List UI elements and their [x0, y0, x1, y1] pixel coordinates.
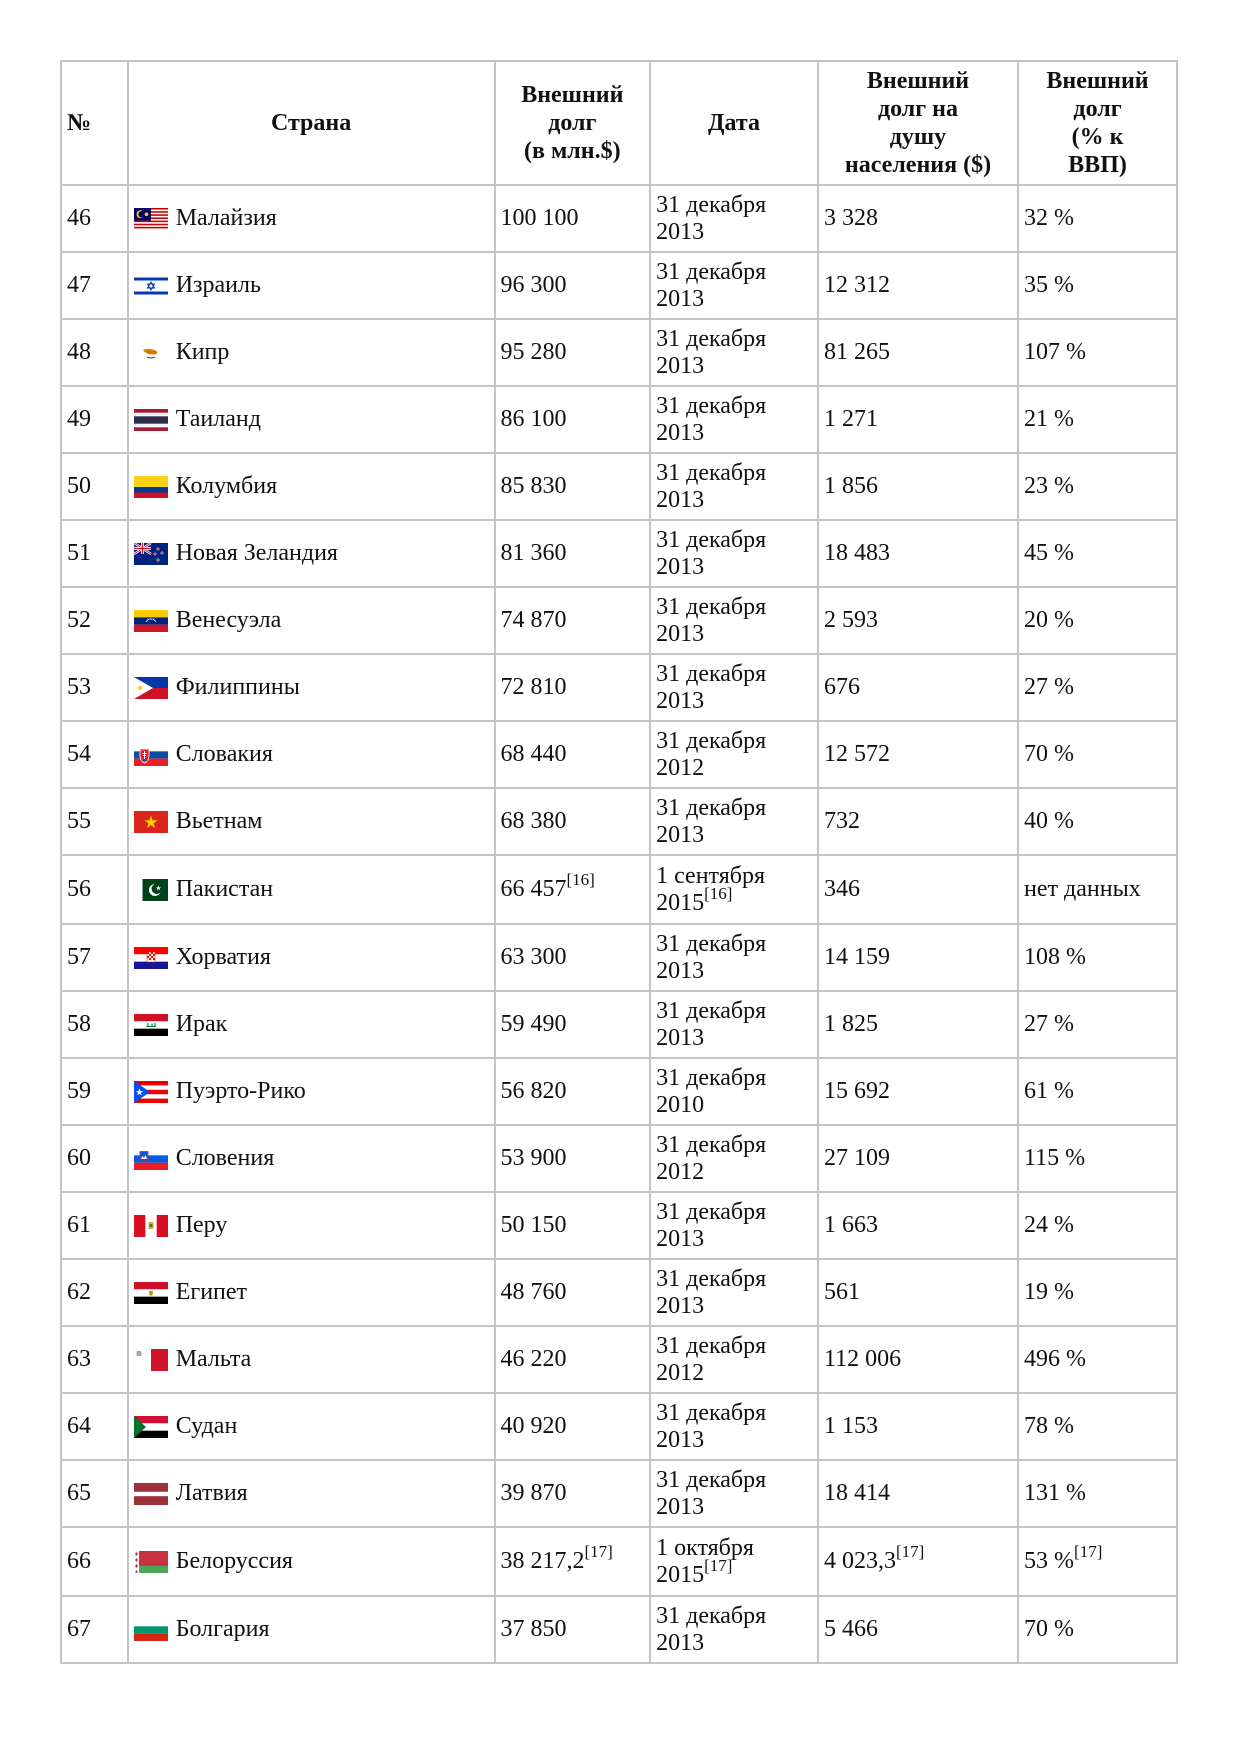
debt-value: 59 490 — [496, 992, 652, 1059]
row-num: 52 — [62, 588, 129, 655]
row-num: 61 — [62, 1193, 129, 1260]
table-row — [62, 588, 1178, 655]
date-cell: 31 декабря 2013 — [651, 655, 819, 722]
country-name[interactable]: Филиппины — [175, 674, 300, 700]
row-num: 57 — [62, 925, 129, 992]
debt-value: 46 220 — [496, 1327, 652, 1394]
per-capita-value: 5 466 — [819, 1597, 1019, 1664]
row-num: 59 — [62, 1059, 129, 1126]
row-num: 46 — [62, 186, 129, 253]
gdp-percent-value: 61 % — [1019, 1059, 1178, 1126]
footnote-ref[interactable]: [17] — [1074, 1542, 1103, 1561]
gdp-percent-value: 108 % — [1019, 925, 1178, 992]
gdp-percent-value: 78 % — [1019, 1394, 1178, 1461]
country-cell — [129, 1327, 496, 1394]
philippines-flag-icon — [134, 677, 168, 699]
debt-value: 66 457[16] — [496, 856, 652, 925]
gdp-percent-value: 27 % — [1019, 655, 1178, 722]
gdp-percent-value: нет данных — [1019, 856, 1178, 925]
debt-value: 81 360 — [496, 521, 652, 588]
row-num: 48 — [62, 320, 129, 387]
debt-value: 72 810 — [496, 655, 652, 722]
debt-value: 40 920 — [496, 1394, 652, 1461]
date-cell: 31 декабря 2013 — [651, 521, 819, 588]
country-cell — [129, 320, 496, 387]
row-num: 54 — [62, 722, 129, 789]
row-num: 64 — [62, 1394, 129, 1461]
date-cell: 31 декабря 2013 — [651, 925, 819, 992]
cyprus-flag-icon — [134, 342, 168, 364]
bulgaria-flag-icon — [134, 1619, 168, 1641]
thailand-flag-icon — [134, 409, 168, 431]
israel-flag-icon — [134, 275, 168, 297]
row-num: 62 — [62, 1260, 129, 1327]
per-capita-value: 1 153 — [819, 1394, 1019, 1461]
row-num: 47 — [62, 253, 129, 320]
table-row — [62, 1597, 1178, 1664]
per-capita-value: 676 — [819, 655, 1019, 722]
country-cell — [129, 925, 496, 992]
date-cell: 31 декабря 2013 — [651, 1597, 819, 1664]
row-num: 66 — [62, 1528, 129, 1597]
peru-flag-icon — [134, 1215, 168, 1237]
debt-value: 100 100 — [496, 186, 652, 253]
country-name[interactable]: Латвия — [175, 1480, 248, 1506]
gdp-percent-value: 23 % — [1019, 454, 1178, 521]
country-cell — [129, 992, 496, 1059]
gdp-percent-value: 131 % — [1019, 1461, 1178, 1528]
date-cell: 1 октября 2015[17] — [651, 1528, 819, 1597]
row-num: 55 — [62, 789, 129, 856]
debt-value: 86 100 — [496, 387, 652, 454]
country-cell — [129, 655, 496, 722]
header-row — [62, 62, 1178, 186]
new-zealand-flag-icon — [134, 543, 168, 565]
per-capita-value: 12 572 — [819, 722, 1019, 789]
gdp-percent-value: 35 % — [1019, 253, 1178, 320]
puerto-rico-flag-icon — [134, 1081, 168, 1103]
country-name[interactable]: Пакистан — [175, 876, 274, 902]
slovenia-flag-icon — [134, 1148, 168, 1170]
country-name[interactable]: Хорватия — [175, 944, 271, 970]
country-name[interactable]: Малайзия — [175, 205, 277, 231]
date-cell: 31 декабря 2013 — [651, 387, 819, 454]
header-gdp: Внешний долг (% к ВВП) — [1019, 62, 1178, 186]
row-num: 50 — [62, 454, 129, 521]
row-num: 58 — [62, 992, 129, 1059]
malta-flag-icon — [134, 1349, 168, 1371]
country-cell — [129, 1260, 496, 1327]
table-row — [62, 1059, 1178, 1126]
per-capita-value: 2 593 — [819, 588, 1019, 655]
gdp-percent-value: 20 % — [1019, 588, 1178, 655]
table-row — [62, 1528, 1178, 1597]
country-name[interactable]: Египет — [175, 1279, 248, 1305]
per-capita-value: 15 692 — [819, 1059, 1019, 1126]
row-num: 51 — [62, 521, 129, 588]
footnote-ref[interactable]: [17] — [584, 1542, 613, 1561]
per-capita-value: 14 159 — [819, 925, 1019, 992]
country-name[interactable]: Вьетнам — [175, 808, 263, 834]
country-name[interactable]: Болгария — [175, 1616, 270, 1642]
table-row — [62, 856, 1178, 925]
gdp-percent-value: 53 %[17] — [1019, 1528, 1178, 1597]
debt-value: 96 300 — [496, 253, 652, 320]
row-num: 49 — [62, 387, 129, 454]
date-cell: 31 декабря 2012 — [651, 1126, 819, 1193]
per-capita-value: 1 271 — [819, 387, 1019, 454]
vietnam-flag-icon — [134, 811, 168, 833]
country-name[interactable]: Пуэрто-Рико — [175, 1078, 306, 1104]
gdp-percent-value: 70 % — [1019, 1597, 1178, 1664]
header-date: Дата — [651, 62, 819, 186]
country-name[interactable]: Ирак — [175, 1011, 228, 1037]
debt-value: 38 217,2[17] — [496, 1528, 652, 1597]
slovakia-flag-icon — [134, 744, 168, 766]
row-num: 63 — [62, 1327, 129, 1394]
gdp-percent-value: 70 % — [1019, 722, 1178, 789]
country-name[interactable]: Таиланд — [175, 406, 261, 432]
country-name[interactable]: Колумбия — [175, 473, 278, 499]
gdp-percent-value: 19 % — [1019, 1260, 1178, 1327]
debt-value: 56 820 — [496, 1059, 652, 1126]
country-cell — [129, 789, 496, 856]
footnote-ref[interactable]: [16] — [704, 883, 733, 903]
per-capita-value: 81 265 — [819, 320, 1019, 387]
per-capita-value: 1 825 — [819, 992, 1019, 1059]
table-row — [62, 1260, 1178, 1327]
table-row — [62, 1461, 1178, 1528]
date-cell: 31 декабря 2013 — [651, 1394, 819, 1461]
footnote-ref[interactable]: [16] — [566, 870, 595, 889]
gdp-percent-value: 496 % — [1019, 1327, 1178, 1394]
venezuela-flag-icon — [134, 610, 168, 632]
country-cell — [129, 1126, 496, 1193]
country-cell — [129, 588, 496, 655]
per-capita-value: 1 663 — [819, 1193, 1019, 1260]
per-capita-value: 112 006 — [819, 1327, 1019, 1394]
table-row — [62, 253, 1178, 320]
row-num: 67 — [62, 1597, 129, 1664]
croatia-flag-icon — [134, 947, 168, 969]
table-row — [62, 186, 1178, 253]
table-body — [62, 186, 1178, 1664]
footnote-ref[interactable]: [17] — [895, 1542, 925, 1561]
country-cell — [129, 1528, 496, 1597]
header-per-capita: Внешний долг на душу населения ($) — [819, 62, 1019, 186]
row-num: 53 — [62, 655, 129, 722]
table-row — [62, 1394, 1178, 1461]
gdp-percent-value: 32 % — [1019, 186, 1178, 253]
date-cell: 31 декабря 2012 — [651, 722, 819, 789]
gdp-percent-value: 107 % — [1019, 320, 1178, 387]
table-row — [62, 722, 1178, 789]
egypt-flag-icon — [134, 1282, 168, 1304]
colombia-flag-icon — [134, 476, 168, 498]
country-name[interactable]: Кипр — [175, 339, 230, 365]
table-row — [62, 521, 1178, 588]
date-cell: 31 декабря 2013 — [651, 320, 819, 387]
header-debt: Внешний долг (в млн.$) — [496, 62, 652, 186]
country-name[interactable]: Израиль — [175, 272, 261, 298]
footnote-ref[interactable]: [17] — [704, 1555, 733, 1575]
date-cell: 31 декабря 2010 — [651, 1059, 819, 1126]
country-name[interactable]: Белоруссия — [175, 1548, 293, 1574]
iraq-flag-icon — [134, 1014, 168, 1036]
date-cell: 31 декабря 2012 — [651, 1327, 819, 1394]
gdp-percent-value: 24 % — [1019, 1193, 1178, 1260]
external-debt-table — [60, 60, 1178, 1664]
date-cell: 31 декабря 2013 — [651, 1260, 819, 1327]
date-cell: 31 декабря 2013 — [651, 588, 819, 655]
gdp-percent-value: 27 % — [1019, 992, 1178, 1059]
debt-value: 48 760 — [496, 1260, 652, 1327]
per-capita-value: 27 109 — [819, 1126, 1019, 1193]
per-capita-value: 12 312 — [819, 253, 1019, 320]
country-cell — [129, 253, 496, 320]
header-num: № — [62, 62, 129, 186]
per-capita-value: 3 328 — [819, 186, 1019, 253]
table-row — [62, 925, 1178, 992]
gdp-percent-value: 40 % — [1019, 789, 1178, 856]
country-name[interactable]: Венесуэла — [175, 607, 282, 633]
debt-value: 50 150 — [496, 1193, 652, 1260]
date-cell: 31 декабря 2013 — [651, 253, 819, 320]
debt-value: 85 830 — [496, 454, 652, 521]
table-row — [62, 387, 1178, 454]
country-cell — [129, 1597, 496, 1664]
table-row — [62, 1193, 1178, 1260]
gdp-percent-value: 115 % — [1019, 1126, 1178, 1193]
per-capita-value: 1 856 — [819, 454, 1019, 521]
debt-value: 68 380 — [496, 789, 652, 856]
country-name[interactable]: Словения — [175, 1145, 275, 1171]
debt-value: 74 870 — [496, 588, 652, 655]
date-cell: 31 декабря 2013 — [651, 992, 819, 1059]
table-row — [62, 655, 1178, 722]
per-capita-value: 561 — [819, 1260, 1019, 1327]
row-num: 56 — [62, 856, 129, 925]
debt-value: 95 280 — [496, 320, 652, 387]
debt-value: 68 440 — [496, 722, 652, 789]
country-name[interactable]: Мальта — [175, 1346, 252, 1372]
per-capita-value: 346 — [819, 856, 1019, 925]
country-cell — [129, 1059, 496, 1126]
table-row — [62, 1327, 1178, 1394]
country-cell — [129, 1461, 496, 1528]
table-row — [62, 789, 1178, 856]
date-cell: 31 декабря 2013 — [651, 1193, 819, 1260]
table-row — [62, 320, 1178, 387]
gdp-percent-value: 21 % — [1019, 387, 1178, 454]
country-cell — [129, 454, 496, 521]
per-capita-value: 732 — [819, 789, 1019, 856]
country-cell — [129, 387, 496, 454]
belarus-flag-icon — [134, 1551, 168, 1573]
date-cell: 31 декабря 2013 — [651, 186, 819, 253]
country-name[interactable]: Судан — [175, 1413, 238, 1439]
gdp-percent-value: 45 % — [1019, 521, 1178, 588]
table-row — [62, 454, 1178, 521]
latvia-flag-icon — [134, 1483, 168, 1505]
date-cell: 31 декабря 2013 — [651, 1461, 819, 1528]
table-row — [62, 992, 1178, 1059]
debt-value: 37 850 — [496, 1597, 652, 1664]
country-name[interactable]: Новая Зеландия — [175, 540, 338, 566]
debt-value: 63 300 — [496, 925, 652, 992]
country-cell — [129, 186, 496, 253]
header-country: Страна — [129, 62, 496, 186]
per-capita-value: 18 414 — [819, 1461, 1019, 1528]
pakistan-flag-icon — [134, 879, 168, 901]
debt-value: 39 870 — [496, 1461, 652, 1528]
date-cell: 1 сентября 2015[16] — [651, 856, 819, 925]
country-name[interactable]: Перу — [175, 1212, 228, 1238]
sudan-flag-icon — [134, 1416, 168, 1438]
country-cell — [129, 856, 496, 925]
table-row — [62, 1126, 1178, 1193]
date-cell: 31 декабря 2013 — [651, 789, 819, 856]
per-capita-value: 18 483 — [819, 521, 1019, 588]
country-cell — [129, 722, 496, 789]
per-capita-value: 4 023,3[17] — [819, 1528, 1019, 1597]
country-cell — [129, 521, 496, 588]
row-num: 65 — [62, 1461, 129, 1528]
row-num: 60 — [62, 1126, 129, 1193]
debt-value: 53 900 — [496, 1126, 652, 1193]
malaysia-flag-icon — [134, 208, 168, 230]
country-cell — [129, 1193, 496, 1260]
date-cell: 31 декабря 2013 — [651, 454, 819, 521]
country-name[interactable]: Словакия — [175, 741, 273, 767]
country-cell — [129, 1394, 496, 1461]
